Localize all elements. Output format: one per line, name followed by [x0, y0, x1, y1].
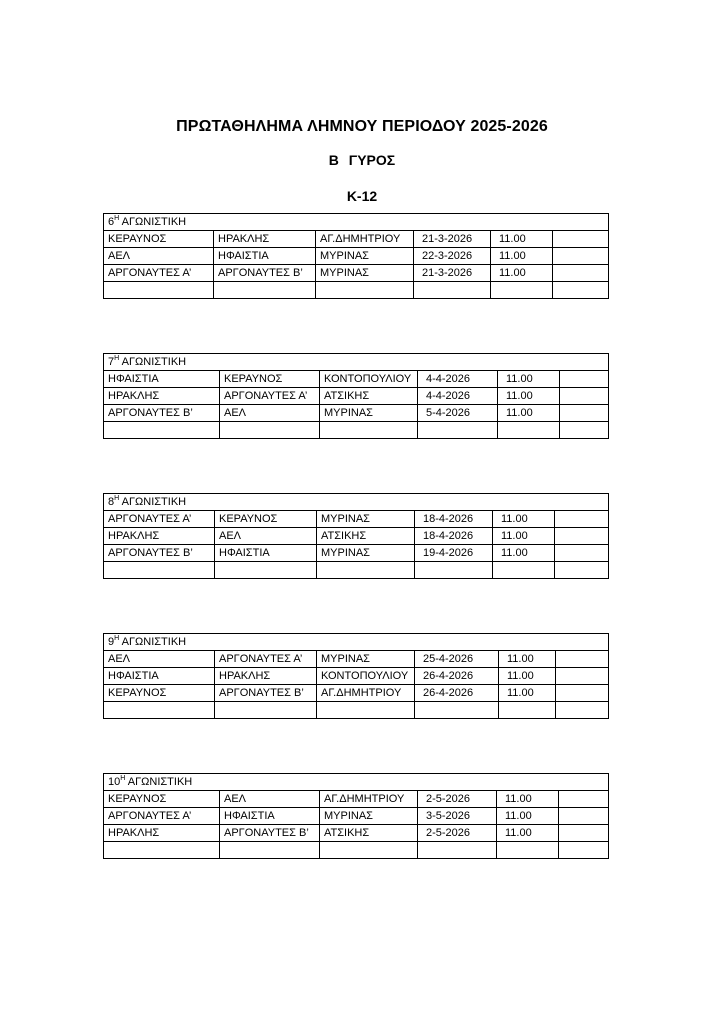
matchday-header-row [104, 494, 609, 511]
match-away-cell: ΑΡΓΟΝΑΥΤΕΣ Β’ [215, 685, 317, 702]
match-extra-cell [559, 842, 609, 859]
match-away-cell: ΑΡΓΟΝΑΥΤΕΣ Β’ [214, 265, 316, 282]
match-home-cell: ΗΦΑΙΣΤΙΑ [104, 668, 215, 685]
matchday-heading [104, 494, 609, 511]
match-venue-cell [320, 422, 418, 439]
match-venue-cell: ΑΓ.ΔΗΜΗΤΡΙΟΥ [317, 685, 415, 702]
match-extra-cell [556, 668, 609, 685]
match-time-cell [498, 422, 560, 439]
match-extra-cell [559, 808, 609, 825]
match-row [104, 422, 609, 439]
match-row [104, 528, 609, 545]
match-away-cell [220, 842, 320, 859]
matchday-heading [104, 634, 609, 651]
match-time-cell: 11.00 [498, 371, 560, 388]
match-home-cell: ΑΕΛ [104, 248, 214, 265]
match-extra-cell [560, 388, 609, 405]
match-date-cell: 3-5-2026 [418, 808, 497, 825]
match-date-cell: 4-4-2026 [418, 388, 498, 405]
match-date-cell: 22-3-2026 [414, 248, 491, 265]
matchday-label: ΑΓΩΝΙΣΤΙΚΗ [119, 216, 187, 228]
matchday-number: 7 [108, 356, 115, 368]
match-venue-cell [317, 702, 415, 719]
match-away-cell: ΗΦΑΙΣΤΙΑ [215, 545, 317, 562]
ordinal-suffix: Η [114, 215, 120, 222]
match-date-cell: 18-4-2026 [415, 528, 493, 545]
match-away-cell: ΗΡΑΚΛΗΣ [214, 231, 316, 248]
match-date-cell: 5-4-2026 [418, 405, 498, 422]
match-time-cell: 11.00 [499, 651, 556, 668]
match-extra-cell [555, 511, 609, 528]
match-extra-cell [560, 405, 609, 422]
match-date-cell [415, 702, 499, 719]
match-venue-cell [317, 562, 415, 579]
match-time-cell: 11.00 [498, 388, 560, 405]
matchday-table [103, 773, 609, 859]
match-venue-cell: ΚΟΝΤΟΠΟΥΛΙΟΥ [317, 668, 415, 685]
match-time-cell: 11.00 [498, 405, 560, 422]
match-row [104, 842, 609, 859]
match-date-cell: 21-3-2026 [414, 231, 491, 248]
match-away-cell: ΑΕΛ [220, 791, 320, 808]
match-time-cell [499, 702, 556, 719]
ordinal-suffix: Η [114, 355, 120, 362]
match-home-cell: ΗΦΑΙΣΤΙΑ [104, 371, 220, 388]
match-row [104, 282, 609, 299]
match-home-cell: ΗΡΑΚΛΗΣ [104, 528, 215, 545]
matchday-number: 6 [108, 216, 115, 228]
match-venue-cell: ΜΥΡΙΝΑΣ [317, 511, 415, 528]
matchday-heading [104, 354, 609, 371]
ordinal-suffix: Η [114, 635, 120, 642]
match-venue-cell: ΑΓ.ΔΗΜΗΤΡΙΟΥ [320, 791, 418, 808]
matchday-label: ΑΓΩΝΙΣΤΙΚΗ [125, 776, 193, 788]
matchday-number: 10 [108, 776, 121, 788]
match-venue-cell: ΜΥΡΙΝΑΣ [317, 651, 415, 668]
match-time-cell: 11.00 [497, 825, 559, 842]
match-row [104, 248, 609, 265]
match-time-cell [491, 282, 553, 299]
match-date-cell: 2-5-2026 [418, 791, 497, 808]
ordinal-suffix: Η [120, 775, 126, 782]
match-extra-cell [560, 422, 609, 439]
match-extra-cell [559, 825, 609, 842]
match-away-cell: ΑΡΓΟΝΑΥΤΕΣ Α’ [215, 651, 317, 668]
match-away-cell: ΑΕΛ [220, 405, 320, 422]
matchday-header-row [104, 214, 609, 231]
matchday-header-row [104, 774, 609, 791]
match-time-cell [493, 562, 555, 579]
match-date-cell [418, 842, 497, 859]
match-row [104, 388, 609, 405]
match-extra-cell [555, 545, 609, 562]
matchday-heading [104, 214, 609, 231]
matchday-number: 9 [108, 636, 115, 648]
match-time-cell: 11.00 [491, 248, 553, 265]
match-venue-cell: ΜΥΡΙΝΑΣ [316, 248, 414, 265]
match-away-cell: ΚΕΡΑΥΝΟΣ [220, 371, 320, 388]
match-row [104, 231, 609, 248]
match-time-cell: 11.00 [491, 265, 553, 282]
page-title: ΠΡΩΤΑΘΗΛΗΜΑ ΛΗΜΝΟΥ ΠΕΡΙΟΔΟΥ 2025-2026 [176, 118, 548, 135]
match-home-cell: ΑΡΓΟΝΑΥΤΕΣ Α’ [104, 265, 214, 282]
match-extra-cell [556, 685, 609, 702]
match-date-cell [414, 282, 491, 299]
match-home-cell: ΗΡΑΚΛΗΣ [104, 825, 220, 842]
match-extra-cell [556, 702, 609, 719]
matchday-number: 8 [108, 496, 115, 508]
match-date-cell [415, 562, 493, 579]
match-row [104, 685, 609, 702]
match-time-cell: 11.00 [499, 685, 556, 702]
match-home-cell: ΑΡΓΟΝΑΥΤΕΣ Β’ [104, 545, 215, 562]
match-venue-cell: ΑΓ.ΔΗΜΗΤΡΙΟΥ [316, 231, 414, 248]
round-subtitle: Β ΓΥΡΟΣ [328, 152, 396, 168]
match-home-cell: ΑΡΓΟΝΑΥΤΕΣ Α’ [104, 511, 215, 528]
match-home-cell: ΚΕΡΑΥΝΟΣ [104, 231, 214, 248]
match-away-cell: ΗΦΑΙΣΤΙΑ [214, 248, 316, 265]
match-date-cell [418, 422, 498, 439]
match-home-cell: ΑΕΛ [104, 651, 215, 668]
category-label: Κ-12 [346, 188, 378, 204]
match-home-cell: ΚΕΡΑΥΝΟΣ [104, 791, 220, 808]
match-extra-cell [553, 265, 609, 282]
match-venue-cell: ΑΤΣΙΚΗΣ [317, 528, 415, 545]
match-time-cell: 11.00 [497, 791, 559, 808]
match-extra-cell [559, 791, 609, 808]
match-venue-cell: ΚΟΝΤΟΠΟΥΛΙΟΥ [320, 371, 418, 388]
match-venue-cell: ΜΥΡΙΝΑΣ [317, 545, 415, 562]
match-home-cell: ΑΡΓΟΝΑΥΤΕΣ Β’ [104, 405, 220, 422]
match-date-cell: 18-4-2026 [415, 511, 493, 528]
matchday-header-row [104, 634, 609, 651]
match-time-cell: 11.00 [493, 545, 555, 562]
match-venue-cell [316, 282, 414, 299]
match-time-cell: 11.00 [499, 668, 556, 685]
match-home-cell [104, 562, 215, 579]
matchday-table [103, 633, 609, 719]
match-away-cell: ΗΡΑΚΛΗΣ [215, 668, 317, 685]
match-date-cell: 4-4-2026 [418, 371, 498, 388]
match-row [104, 545, 609, 562]
match-away-cell: ΚΕΡΑΥΝΟΣ [215, 511, 317, 528]
match-row [104, 808, 609, 825]
match-home-cell [104, 842, 220, 859]
matchday-label: ΑΓΩΝΙΣΤΙΚΗ [119, 496, 187, 508]
match-time-cell: 11.00 [493, 511, 555, 528]
match-extra-cell [560, 371, 609, 388]
match-home-cell [104, 702, 215, 719]
match-row [104, 825, 609, 842]
match-extra-cell [555, 528, 609, 545]
matchday-table [103, 213, 609, 299]
match-venue-cell: ΜΥΡΙΝΑΣ [316, 265, 414, 282]
matchday-label: ΑΓΩΝΙΣΤΙΚΗ [119, 356, 187, 368]
match-extra-cell [555, 562, 609, 579]
match-extra-cell [553, 231, 609, 248]
matchday-heading [104, 774, 609, 791]
match-venue-cell: ΜΥΡΙΝΑΣ [320, 405, 418, 422]
match-time-cell: 11.00 [493, 528, 555, 545]
match-row [104, 702, 609, 719]
match-away-cell: ΑΡΓΟΝΑΥΤΕΣ Α’ [220, 388, 320, 405]
matchday-table [103, 493, 609, 579]
match-away-cell [214, 282, 316, 299]
match-away-cell [220, 422, 320, 439]
match-away-cell [215, 562, 317, 579]
match-row [104, 405, 609, 422]
matchday-table [103, 353, 609, 439]
match-time-cell: 11.00 [491, 231, 553, 248]
match-venue-cell: ΑΤΣΙΚΗΣ [320, 388, 418, 405]
match-date-cell: 25-4-2026 [415, 651, 499, 668]
match-venue-cell [320, 842, 418, 859]
match-home-cell [104, 282, 214, 299]
match-extra-cell [553, 282, 609, 299]
match-time-cell: 11.00 [497, 808, 559, 825]
match-away-cell: ΗΦΑΙΣΤΙΑ [220, 808, 320, 825]
match-row [104, 562, 609, 579]
match-row [104, 651, 609, 668]
match-date-cell: 19-4-2026 [415, 545, 493, 562]
match-row [104, 265, 609, 282]
match-row [104, 668, 609, 685]
match-home-cell: ΗΡΑΚΛΗΣ [104, 388, 220, 405]
match-date-cell: 21-3-2026 [414, 265, 491, 282]
match-row [104, 371, 609, 388]
matchday-header-row [104, 354, 609, 371]
match-time-cell [497, 842, 559, 859]
match-row [104, 511, 609, 528]
match-away-cell [215, 702, 317, 719]
match-row [104, 791, 609, 808]
match-home-cell [104, 422, 220, 439]
ordinal-suffix: Η [114, 495, 120, 502]
match-date-cell: 26-4-2026 [415, 668, 499, 685]
match-away-cell: ΑΕΛ [215, 528, 317, 545]
match-away-cell: ΑΡΓΟΝΑΥΤΕΣ Β’ [220, 825, 320, 842]
match-date-cell: 26-4-2026 [415, 685, 499, 702]
match-extra-cell [556, 651, 609, 668]
match-extra-cell [553, 248, 609, 265]
match-home-cell: ΑΡΓΟΝΑΥΤΕΣ Α’ [104, 808, 220, 825]
matchday-label: ΑΓΩΝΙΣΤΙΚΗ [119, 636, 187, 648]
match-venue-cell: ΜΥΡΙΝΑΣ [320, 808, 418, 825]
match-venue-cell: ΑΤΣΙΚΗΣ [320, 825, 418, 842]
match-home-cell: ΚΕΡΑΥΝΟΣ [104, 685, 215, 702]
match-date-cell: 2-5-2026 [418, 825, 497, 842]
